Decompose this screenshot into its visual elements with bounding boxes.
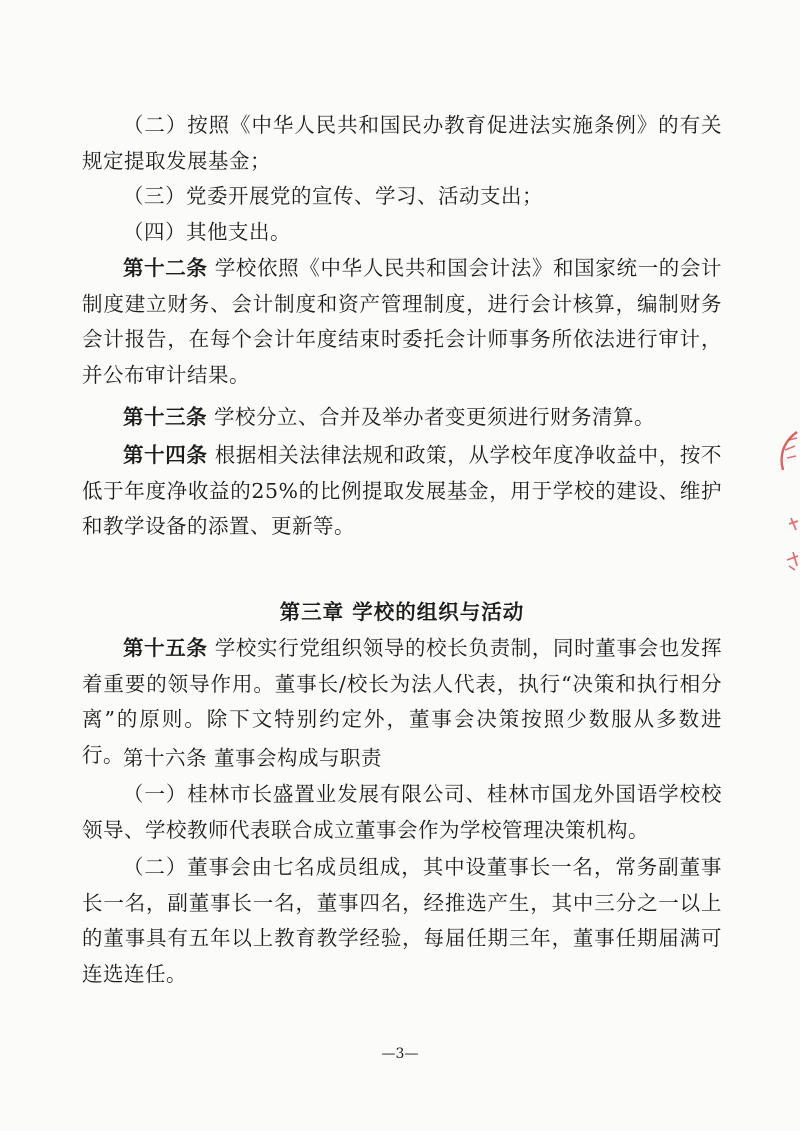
article-15-text: 学校实行党组织领导的校长负责制，同时董事会也发挥着重要的领导作用。董事长/校长为法人代表，执行“决策和执行相分离”的原则。除下文特别约定外，董事会决策按照少数服从多数进行。 bbox=[82, 636, 723, 767]
article-12 bbox=[82, 251, 722, 393]
article-12-lead: 第十二条 bbox=[123, 256, 208, 280]
article-13 bbox=[82, 400, 722, 436]
article-16-item-2 bbox=[82, 850, 722, 992]
paragraph-text: （三）党委开展党的宣传、学习、活动支出； bbox=[123, 184, 543, 208]
paragraph-4-other bbox=[82, 215, 722, 251]
seal-edge-icon bbox=[765, 420, 800, 590]
article-15-lead: 第十五条 bbox=[123, 636, 208, 660]
chapter-heading: 第三章 学校的组织与活动 bbox=[279, 600, 525, 624]
paragraph-text: （四）其他支出。 bbox=[123, 220, 291, 244]
page-number: —3— bbox=[381, 1046, 419, 1062]
article-14-text: 根据相关法律法规和政策，从学校年度净收益中，按不低于年度净收益的25%的比例提取发展基金，用于学校的建设、维护和教学设备的添置、更新等。 bbox=[82, 443, 723, 538]
paragraph-text: （二）按照《中华人民共和国民办教育促进法实施条例》的有关规定提取发展基金； bbox=[82, 113, 722, 173]
article-16-title-text: 第十六条 董事会构成与职责 bbox=[123, 746, 383, 770]
paragraph-3-party bbox=[82, 179, 722, 215]
article-14-lead: 第十四条 bbox=[123, 443, 208, 467]
article-16-title bbox=[82, 741, 722, 777]
paragraph-2-fund bbox=[82, 108, 722, 179]
article-12-text: 学校依照《中华人民共和国会计法》和国家统一的会计制度建立财务、会计制度和资产管理制度，进行会计核算，编制财务会计报告，在每个会计年度结束时委托会计师事务所依法进行审计，并公布审计结果。 bbox=[82, 256, 723, 387]
article-13-lead: 第十三条 bbox=[123, 405, 207, 429]
article-16-item-1 bbox=[82, 777, 722, 848]
article-13-text: 学校分立、合并及举办者变更须进行财务清算。 bbox=[214, 405, 656, 429]
paragraph-text: （二）董事会由七名成员组成，其中设董事长一名，常务副董事长一名，副董事长一名，董事四名，经推选产生，其中三分之一以上的董事具有五年以上教育教学经验，每届任期三年，董事任期届满可连选连任。 bbox=[82, 855, 722, 986]
article-14 bbox=[82, 438, 722, 545]
paragraph-text: （一）桂林市长盛置业发展有限公司、桂林市国龙外国语学校校领导、学校教师代表联合成立董事会作为学校管理决策机构。 bbox=[82, 782, 722, 842]
